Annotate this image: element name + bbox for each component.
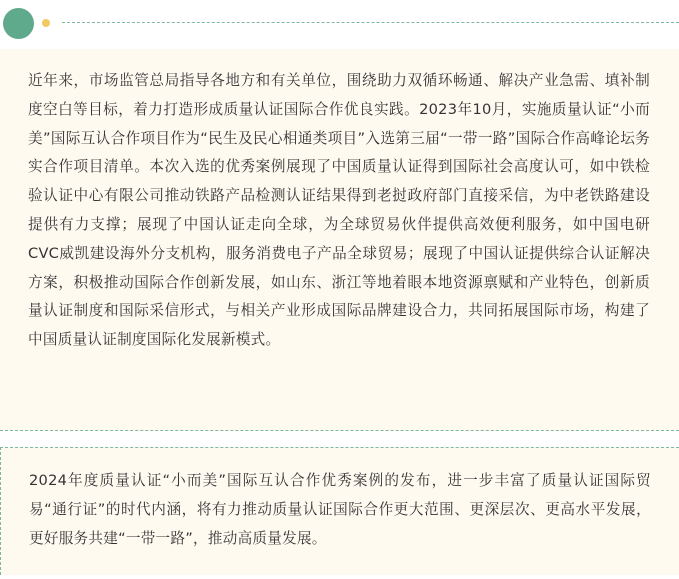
article-paragraph-1: 近年来，市场监管总局指导各地方和有关单位，围绕助力双循环畅通、解决产业急需、填补制度空白等目标，着力打造形成质量认证国际合作优良实践。2023年10月，实施质量认证“小而美”国际互认合作项目作为“民生及民心相通类项目”入选第三届“一带一路”国际合作高峰论坛务实合作项目清单。本次入选的优秀案例展现了中国质量认证得到国际社会高度认可，如中铁检验认证中心有限公司推动铁路产品检测认证结果得到老挝政府部门直接采信，为中老铁路建设提供有力支撑；展现了中国认证走向全球，为全球贸易伙伴提供高效便利服务，如中国电研CVC威凯建设海外分支机构，服务消费电子产品全球贸易；展现了中国认证提供综合认证解决方案，积极推动国际合作创新发展，如山东、浙江等地着眼本地资源禀赋和产业特色，创新质量认证制度和国际采信形式，与相关产业形成国际品牌建设合力，共同拓展国际市场，构建了中国质量认证制度国际化发展新模式。 (28, 72, 650, 349)
article-panel-summary (0, 447, 679, 575)
decorative-dashed-divider (62, 22, 679, 23)
article-paragraph-2: 2024年度质量认证“小而美”国际互认合作优秀案例的发布，进一步丰富了质量认证国际贸易“通行证”的时代内涵，将有力推动质量认证国际合作更大范围、更深层次、更高水平发展，更好服务共建“一带一路”，推动高质量发展。 (29, 472, 651, 547)
decorative-green-circle (3, 8, 34, 39)
article-panel-main (0, 49, 679, 431)
decorative-yellow-dot (42, 19, 50, 27)
